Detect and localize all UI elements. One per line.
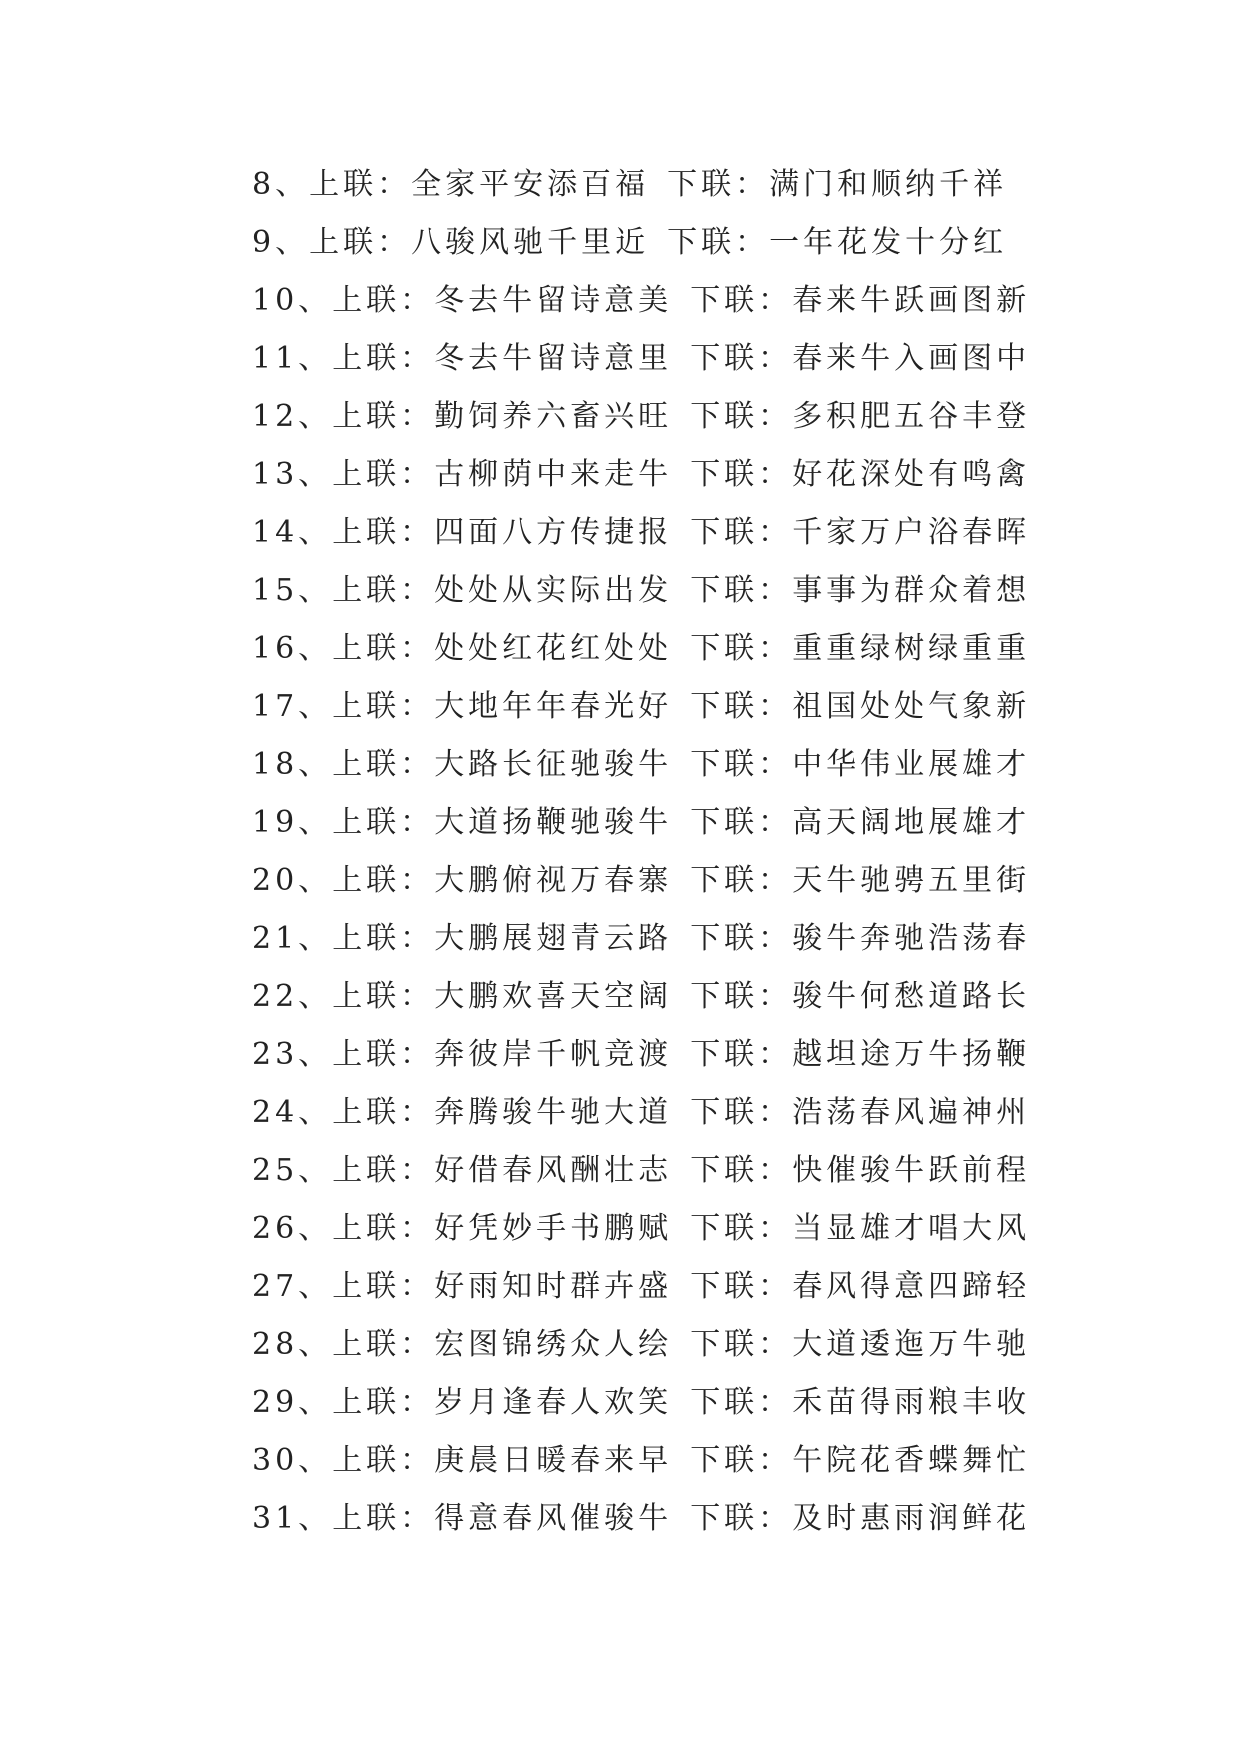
- upper-text: 得意春风催骏牛: [434, 1501, 673, 1536]
- couplet-line: [252, 794, 1030, 852]
- couplet-line: [252, 736, 1030, 794]
- lower-text: 大道逶迤万牛驰: [792, 1327, 1031, 1362]
- couplet-line: [252, 678, 1030, 736]
- couplet-number: 19、: [252, 805, 333, 840]
- upper-label: 上联：: [332, 1037, 435, 1072]
- couplet-line: [252, 1432, 1030, 1490]
- upper-text: 庚晨日暖春来早: [434, 1443, 673, 1478]
- couplet-line: [252, 1084, 1030, 1142]
- lower-text: 春来牛跃画图新: [792, 283, 1031, 318]
- upper-label: 上联：: [332, 399, 435, 434]
- lower-label: 下联：: [690, 399, 793, 434]
- couplet-line: [252, 504, 1030, 562]
- couplet-number: 9、: [252, 225, 310, 260]
- upper-text: 好凭妙手书鹏赋: [434, 1211, 673, 1246]
- upper-text: 冬去牛留诗意美: [434, 283, 673, 318]
- lower-text: 午院花香蝶舞忙: [792, 1443, 1031, 1478]
- couplet-line: [252, 1316, 1030, 1374]
- couplet-number: 23、: [252, 1037, 333, 1072]
- lower-text: 高天阔地展雄才: [792, 805, 1031, 840]
- upper-text: 好雨知时群卉盛: [434, 1269, 673, 1304]
- upper-text: 勤饲养六畜兴旺: [434, 399, 673, 434]
- upper-label: 上联：: [332, 573, 435, 608]
- lower-label: 下联：: [690, 747, 793, 782]
- couplet-number: 24、: [252, 1095, 333, 1130]
- lower-text: 祖国处处气象新: [792, 689, 1031, 724]
- lower-text: 满门和顺纳千祥: [769, 167, 1008, 202]
- couplet-number: 12、: [252, 399, 333, 434]
- couplet-line: [252, 1258, 1030, 1316]
- upper-text: 大鹏展翅青云路: [434, 921, 673, 956]
- lower-text: 天牛驰骋五里街: [792, 863, 1031, 898]
- upper-label: 上联：: [332, 1443, 435, 1478]
- lower-label: 下联：: [667, 225, 770, 260]
- couplet-line: [252, 330, 1030, 388]
- couplet-number: 31、: [252, 1501, 333, 1536]
- upper-text: 四面八方传捷报: [434, 515, 673, 550]
- couplet-line: [252, 388, 1030, 446]
- upper-text: 宏图锦绣众人绘: [434, 1327, 673, 1362]
- lower-label: 下联：: [690, 457, 793, 492]
- upper-label: 上联：: [332, 1327, 435, 1362]
- lower-label: 下联：: [690, 1095, 793, 1130]
- upper-label: 上联：: [332, 515, 435, 550]
- couplet-number: 8、: [252, 167, 310, 202]
- couplet-number: 17、: [252, 689, 333, 724]
- lower-label: 下联：: [690, 1501, 793, 1536]
- lower-label: 下联：: [667, 167, 770, 202]
- lower-text: 越坦途万牛扬鞭: [792, 1037, 1031, 1072]
- upper-label: 上联：: [332, 747, 435, 782]
- upper-text: 大路长征驰骏牛: [434, 747, 673, 782]
- lower-label: 下联：: [690, 689, 793, 724]
- lower-label: 下联：: [690, 921, 793, 956]
- lower-label: 下联：: [690, 341, 793, 376]
- lower-label: 下联：: [690, 1211, 793, 1246]
- lower-label: 下联：: [690, 1269, 793, 1304]
- lower-text: 千家万户浴春晖: [792, 515, 1031, 550]
- lower-label: 下联：: [690, 1443, 793, 1478]
- upper-label: 上联：: [332, 921, 435, 956]
- upper-label: 上联：: [332, 283, 435, 318]
- couplet-number: 25、: [252, 1153, 333, 1188]
- lower-text: 快催骏牛跃前程: [792, 1153, 1031, 1188]
- couplet-line: [252, 1200, 1030, 1258]
- couplet-number: 15、: [252, 573, 333, 608]
- couplet-list: [252, 156, 1030, 1548]
- couplet-number: 30、: [252, 1443, 333, 1478]
- lower-text: 重重绿树绿重重: [792, 631, 1031, 666]
- lower-label: 下联：: [690, 805, 793, 840]
- upper-text: 大地年年春光好: [434, 689, 673, 724]
- couplet-number: 13、: [252, 457, 333, 492]
- lower-text: 好花深处有鸣禽: [792, 457, 1031, 492]
- upper-label: 上联：: [332, 1501, 435, 1536]
- couplet-line: [252, 1026, 1030, 1084]
- upper-label: 上联：: [332, 979, 435, 1014]
- couplet-number: 11、: [252, 341, 333, 376]
- lower-label: 下联：: [690, 631, 793, 666]
- lower-text: 骏牛何愁道路长: [792, 979, 1031, 1014]
- couplet-line: [252, 910, 1030, 968]
- lower-label: 下联：: [690, 863, 793, 898]
- couplet-number: 18、: [252, 747, 333, 782]
- lower-text: 骏牛奔驰浩荡春: [792, 921, 1031, 956]
- upper-text: 大鹏欢喜天空阔: [434, 979, 673, 1014]
- upper-text: 八骏风驰千里近: [411, 225, 650, 260]
- upper-text: 全家平安添百福: [411, 167, 650, 202]
- lower-text: 当显雄才唱大风: [792, 1211, 1031, 1246]
- lower-text: 一年花发十分红: [769, 225, 1008, 260]
- upper-label: 上联：: [332, 689, 435, 724]
- couplet-number: 26、: [252, 1211, 333, 1246]
- upper-label: 上联：: [332, 631, 435, 666]
- lower-text: 中华伟业展雄才: [792, 747, 1031, 782]
- upper-label: 上联：: [332, 341, 435, 376]
- upper-label: 上联：: [332, 805, 435, 840]
- couplet-number: 14、: [252, 515, 333, 550]
- couplet-number: 16、: [252, 631, 333, 666]
- lower-label: 下联：: [690, 1153, 793, 1188]
- upper-text: 好借春风酬壮志: [434, 1153, 673, 1188]
- upper-label: 上联：: [309, 167, 412, 202]
- upper-label: 上联：: [332, 1211, 435, 1246]
- lower-text: 浩荡春风遍神州: [792, 1095, 1031, 1130]
- lower-label: 下联：: [690, 1327, 793, 1362]
- upper-text: 处处红花红处处: [434, 631, 673, 666]
- upper-text: 古柳荫中来走牛: [434, 457, 673, 492]
- couplet-line: [252, 562, 1030, 620]
- upper-text: 处处从实际出发: [434, 573, 673, 608]
- couplet-line: [252, 1374, 1030, 1432]
- lower-label: 下联：: [690, 515, 793, 550]
- couplet-number: 27、: [252, 1269, 333, 1304]
- upper-label: 上联：: [332, 1385, 435, 1420]
- couplet-number: 22、: [252, 979, 333, 1014]
- couplet-line: [252, 852, 1030, 910]
- lower-text: 禾苗得雨粮丰收: [792, 1385, 1031, 1420]
- lower-text: 春风得意四蹄轻: [792, 1269, 1031, 1304]
- couplet-line: [252, 1490, 1030, 1548]
- upper-label: 上联：: [332, 1095, 435, 1130]
- lower-label: 下联：: [690, 1385, 793, 1420]
- couplet-line: [252, 1142, 1030, 1200]
- couplet-line: [252, 156, 1030, 214]
- upper-text: 奔彼岸千帆竞渡: [434, 1037, 673, 1072]
- couplet-number: 10、: [252, 283, 333, 318]
- couplet-number: 29、: [252, 1385, 333, 1420]
- upper-text: 大鹏俯视万春寨: [434, 863, 673, 898]
- couplet-line: [252, 214, 1030, 272]
- upper-text: 岁月逢春人欢笑: [434, 1385, 673, 1420]
- couplet-number: 21、: [252, 921, 333, 956]
- lower-text: 春来牛入画图中: [792, 341, 1031, 376]
- lower-text: 事事为群众着想: [792, 573, 1031, 608]
- upper-text: 大道扬鞭驰骏牛: [434, 805, 673, 840]
- couplet-line: [252, 446, 1030, 504]
- couplet-line: [252, 968, 1030, 1026]
- lower-label: 下联：: [690, 283, 793, 318]
- couplet-line: [252, 272, 1030, 330]
- lower-label: 下联：: [690, 573, 793, 608]
- upper-label: 上联：: [332, 457, 435, 492]
- upper-label: 上联：: [309, 225, 412, 260]
- lower-label: 下联：: [690, 1037, 793, 1072]
- lower-text: 多积肥五谷丰登: [792, 399, 1031, 434]
- upper-label: 上联：: [332, 1153, 435, 1188]
- upper-label: 上联：: [332, 863, 435, 898]
- upper-text: 冬去牛留诗意里: [434, 341, 673, 376]
- upper-text: 奔腾骏牛驰大道: [434, 1095, 673, 1130]
- lower-text: 及时惠雨润鲜花: [792, 1501, 1031, 1536]
- couplet-line: [252, 620, 1030, 678]
- upper-label: 上联：: [332, 1269, 435, 1304]
- lower-label: 下联：: [690, 979, 793, 1014]
- couplet-number: 20、: [252, 863, 333, 898]
- couplet-number: 28、: [252, 1327, 333, 1362]
